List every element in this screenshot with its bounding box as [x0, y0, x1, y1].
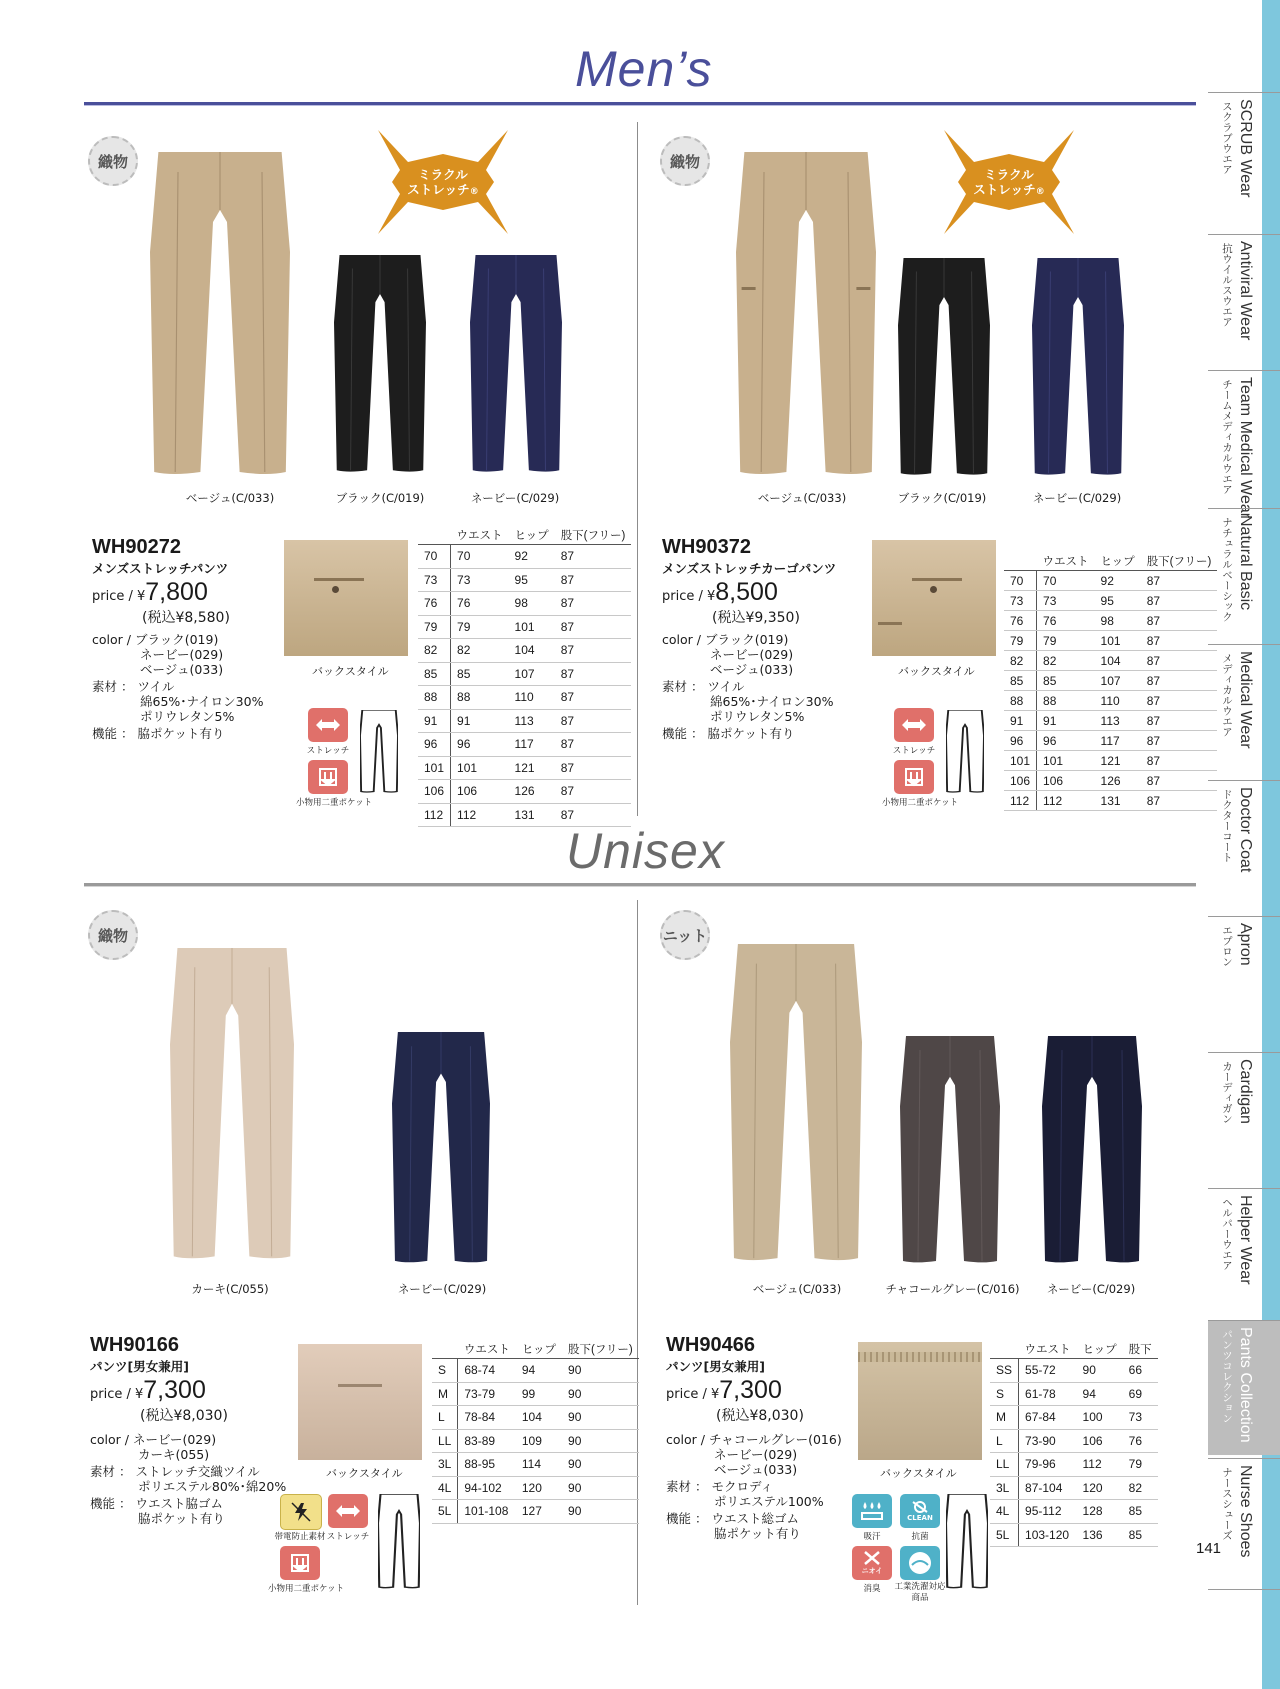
price-block: price / ¥7,300: [90, 1376, 206, 1404]
sidebar-item-helper-wear[interactable]: Helper Wear ヘルパーウエア: [1208, 1188, 1280, 1319]
unisex-title: Unisex: [566, 823, 725, 879]
table-row: M 67-84 100 73: [990, 1406, 1158, 1430]
back-style-photo: [858, 1342, 982, 1460]
swatch-caption: ベージュ(C/033): [752, 1282, 842, 1296]
table-row: 4L 95-112 128 85: [990, 1500, 1158, 1524]
swatch-caption: ブラック(C/019): [897, 491, 987, 505]
sidebar-item-scrub-wear[interactable]: SCRUB Wear スクラブウエア: [1208, 92, 1280, 229]
double-pocket-icon: [894, 760, 934, 794]
table-row: 73 73 95 87: [1004, 591, 1217, 611]
tax-price: (税込¥8,030): [140, 1408, 228, 1424]
sidebar-item-apron[interactable]: Apron エプロン: [1208, 916, 1280, 1047]
size-table: ウエスト ヒップ 股下(フリー) S 68-74 94 90 M 73-79 99 90 L 78-84 104 90 LL 83-89 109 90 3L 88-95 114 90 4L 94-102 120 90 5L 101-108 127 90: [432, 1340, 639, 1524]
table-row: 79 79 101 87: [1004, 631, 1217, 651]
table-row: 101 101 121 87: [1004, 751, 1217, 771]
unisex-rule: [84, 883, 1196, 887]
back-style-photo: [298, 1344, 422, 1460]
model-number: WH90466: [666, 1334, 755, 1356]
product3-pants-navy: [392, 1032, 490, 1268]
spec-block: color / ブラック(019) ネービー(029) ベージュ(033) 素材 ： ツイル 綿65%･ナイロン30% ポリウレタン5% 機能 ： 脇ポケット有り: [92, 632, 264, 741]
table-row: 79 79 101 87: [418, 615, 631, 639]
product2-pants-black: [898, 258, 990, 480]
spec-block: color / ブラック(019) ネービー(029) ベージュ(033) 素材 ： ツイル 綿65%･ナイロン30% ポリウレタン5% 機能 ： 脇ポケット有り: [662, 632, 834, 741]
mens-divider: [637, 122, 638, 816]
swatch-caption: ネービー(C/029): [397, 1282, 487, 1296]
table-row: L 73-90 106 76: [990, 1429, 1158, 1453]
swatch-caption: ネービー(C/029): [1032, 491, 1122, 505]
table-row: 91 91 113 87: [1004, 711, 1217, 731]
mens-rule: [84, 102, 1196, 106]
swatch-caption: カーキ(C/055): [191, 1282, 269, 1296]
product4-pants-navy: [1042, 1036, 1142, 1268]
table-row: 70 70 92 87: [418, 545, 631, 569]
size-rows: [990, 1359, 1158, 1547]
sidebar-item-antiviral-wear[interactable]: Antiviral Wear 抗ウイルスウエア: [1208, 234, 1280, 365]
icon-label: ストレッチ: [326, 1532, 370, 1542]
product1-pants-navy: [470, 255, 562, 477]
table-row: S 68-74 94 90: [432, 1359, 639, 1383]
product2-pants-navy: [1032, 258, 1124, 480]
table-row: 106 106 126 87: [1004, 771, 1217, 791]
table-row: 5L 101-108 127 90: [432, 1500, 639, 1524]
back-style-label: バックスタイル: [312, 665, 389, 678]
table-row: 96 96 117 87: [418, 733, 631, 757]
back-style-label: バックスタイル: [326, 1467, 403, 1480]
icon-label: ストレッチ: [306, 746, 350, 756]
stretch-icon: [328, 1494, 368, 1528]
pants-line-drawing: [360, 710, 398, 794]
back-style-label: バックスタイル: [880, 1467, 957, 1480]
product-name: メンズストレッチパンツ: [92, 561, 229, 576]
model-number: WH90166: [90, 1334, 179, 1356]
industrial-wash-icon: [900, 1546, 940, 1580]
model-number: WH90272: [92, 536, 181, 558]
double-pocket-icon: [280, 1546, 320, 1580]
icon-label: ストレッチ: [892, 746, 936, 756]
icon-label: 小物用二重ポケット: [882, 798, 959, 808]
table-row: 101 101 121 87: [418, 756, 631, 780]
sidebar-item-cardigan[interactable]: Cardigan カーディガン: [1208, 1052, 1280, 1183]
table-row: 96 96 117 87: [1004, 731, 1217, 751]
sidebar-item-pants-collection[interactable]: Pants Collection パンツコレクション: [1208, 1320, 1280, 1455]
back-style-label: バックスタイル: [898, 665, 975, 678]
table-row: 106 106 126 87: [418, 780, 631, 804]
product2-pants-beige: [736, 152, 876, 482]
sidebar-item-medical-wear[interactable]: Medical Wear メディカルウエア: [1208, 644, 1280, 775]
table-row: LL 79-96 112 79: [990, 1453, 1158, 1477]
fabric-badge: ニット: [660, 910, 710, 960]
icon-label: 吸汗: [863, 1532, 881, 1542]
swatch-caption: ベージュ(C/033): [185, 491, 275, 505]
mens-title: Men’s: [575, 41, 713, 97]
swatch-caption: ネービー(C/029): [470, 491, 560, 505]
product4-pants-charcoal: [900, 1036, 1000, 1268]
spec-block: color / チャコールグレー(016) ネービー(029) ベージュ(033) 素材 ： モクロディ ポリエステル100% 機能 ： ウエスト総ゴム 脇ポケット有り: [666, 1432, 842, 1541]
icon-label: 小物用二重ポケット: [296, 798, 373, 808]
tax-price: (税込¥8,580): [142, 610, 230, 626]
antistatic-icon: [280, 1494, 322, 1530]
swatch-caption: ベージュ(C/033): [757, 491, 847, 505]
table-row: 112 112 131 87: [418, 803, 631, 827]
table-row: 112 112 131 87: [1004, 791, 1217, 811]
page-number: 141: [1196, 1540, 1222, 1557]
table-row: 82 82 104 87: [1004, 651, 1217, 671]
pants-line-drawing: [946, 710, 984, 794]
spec-block: color / ネービー(029) カーキ(055) 素材 ： ストレッチ交織ツイル ポリエステル80%･綿20% 機能 ： ウエスト脇ゴム 脇ポケット有り: [90, 1432, 287, 1526]
table-row: 70 70 92 87: [1004, 571, 1217, 591]
table-row: SS 55-72 90 66: [990, 1359, 1158, 1383]
swatch-caption: ブラック(C/019): [335, 491, 425, 505]
size-table: ウエスト ヒップ 股下(フリー) 70 70 92 87 73 73 95 87 76 76 98 87 79 79 101 87 82 82 104 87 85 85 107 87 88 88 110 87 91 91 113 87 96 96 117 87 101 101 121 87 106 106 126 87 112 112 131 87: [1004, 552, 1217, 811]
icon-label: 工業洗濯対応商品: [894, 1582, 946, 1603]
table-row: 3L 87-104 120 82: [990, 1476, 1158, 1500]
size-table: ウエスト ヒップ 股下 SS 55-72 90 66 S 61-78 94 69 M 67-84 100 73 L 73-90 106 76 LL 79-96 112 79 3L 87-104 120 82 4L 95-112 128 85 5L 103-120 136 85: [990, 1340, 1158, 1547]
deodorant-icon: ニオイ: [852, 1546, 892, 1580]
product4-pants-beige: [730, 944, 862, 1268]
icon-label: 帯電防止素材: [274, 1532, 326, 1542]
price-block: price / ¥7,800: [92, 578, 208, 606]
price-block: price / ¥7,300: [666, 1376, 782, 1404]
table-row: 91 91 113 87: [418, 709, 631, 733]
miracle-stretch-badge: ミラクル ストレッチ®: [934, 122, 1084, 242]
double-pocket-icon: [308, 760, 348, 794]
pants-line-drawing: [946, 1494, 988, 1590]
table-row: 88 88 110 87: [418, 686, 631, 710]
product1-pants-black: [334, 255, 426, 477]
table-row: 76 76 98 87: [1004, 611, 1217, 631]
icon-label: 抗菌: [911, 1532, 929, 1542]
stretch-icon: [894, 708, 934, 742]
fabric-badge: 織物: [88, 910, 138, 960]
fabric-badge: 織物: [88, 136, 138, 186]
sidebar-item-doctor-coat[interactable]: Doctor Coat ドクターコート: [1208, 780, 1280, 911]
miracle-stretch-badge: ミラクル ストレッチ®: [368, 122, 518, 242]
price-block: price / ¥8,500: [662, 578, 778, 606]
back-style-photo: [872, 540, 996, 656]
model-number: WH90372: [662, 536, 751, 558]
pants-line-drawing: [378, 1494, 420, 1590]
product1-pants-beige: [150, 152, 290, 482]
table-row: 73 73 95 87: [418, 568, 631, 592]
table-row: 5L 103-120 136 85: [990, 1523, 1158, 1547]
sweat-absorb-icon: [852, 1494, 892, 1528]
table-row: L 78-84 104 90: [432, 1406, 639, 1430]
tax-price: (税込¥9,350): [712, 610, 800, 626]
table-row: 88 88 110 87: [1004, 691, 1217, 711]
sidebar-item-natural-basic[interactable]: Natural Basic ナチュラルベーシック: [1208, 508, 1280, 639]
swatch-caption: ネービー(C/029): [1046, 1282, 1136, 1296]
back-pocket: [314, 578, 364, 581]
swatch-caption: チャコールグレー(C/016): [885, 1282, 1020, 1296]
size-rows: [432, 1359, 639, 1524]
table-row: S 61-78 94 69: [990, 1382, 1158, 1406]
sidebar-item-team-medical-wear[interactable]: Team Medical Wear チームメディカルウエア: [1208, 370, 1280, 503]
icon-label: 小物用二重ポケット: [268, 1584, 345, 1594]
product-name: メンズストレッチカーゴパンツ: [662, 561, 837, 576]
product3-pants-khaki: [170, 948, 294, 1266]
table-row: 85 85 107 87: [1004, 671, 1217, 691]
icon-label: 消臭: [863, 1584, 881, 1594]
size-table: ウエスト ヒップ 股下(フリー) 70 70 92 87 73 73 95 87 76 76 98 87 79 79 101 87 82 82 104 87 85 85 107 87 88 88 110 87 91 91 113 87 96 96 117 87 101 101 121 87 106 106 126 87 112 112 131 87: [418, 526, 631, 827]
table-row: LL 83-89 109 90: [432, 1429, 639, 1453]
table-row: 85 85 107 87: [418, 662, 631, 686]
size-rows: [1004, 571, 1217, 811]
product-name: パンツ[男女兼用]: [90, 1359, 189, 1374]
table-row: M 73-79 99 90: [432, 1382, 639, 1406]
table-row: 3L 88-95 114 90: [432, 1453, 639, 1477]
back-style-photo: [284, 540, 408, 656]
antibacterial-icon: CLEAN: [900, 1494, 940, 1528]
tax-price: (税込¥8,030): [716, 1408, 804, 1424]
table-row: 4L 94-102 120 90: [432, 1476, 639, 1500]
size-rows: [418, 545, 631, 827]
stretch-icon: [308, 708, 348, 742]
table-row: 76 76 98 87: [418, 592, 631, 616]
fabric-badge: 織物: [660, 136, 710, 186]
product-name: パンツ[男女兼用]: [666, 1359, 765, 1374]
table-row: 82 82 104 87: [418, 639, 631, 663]
sidebar-item-nurse-shoes[interactable]: Nurse Shoes ナースシューズ: [1208, 1458, 1280, 1590]
